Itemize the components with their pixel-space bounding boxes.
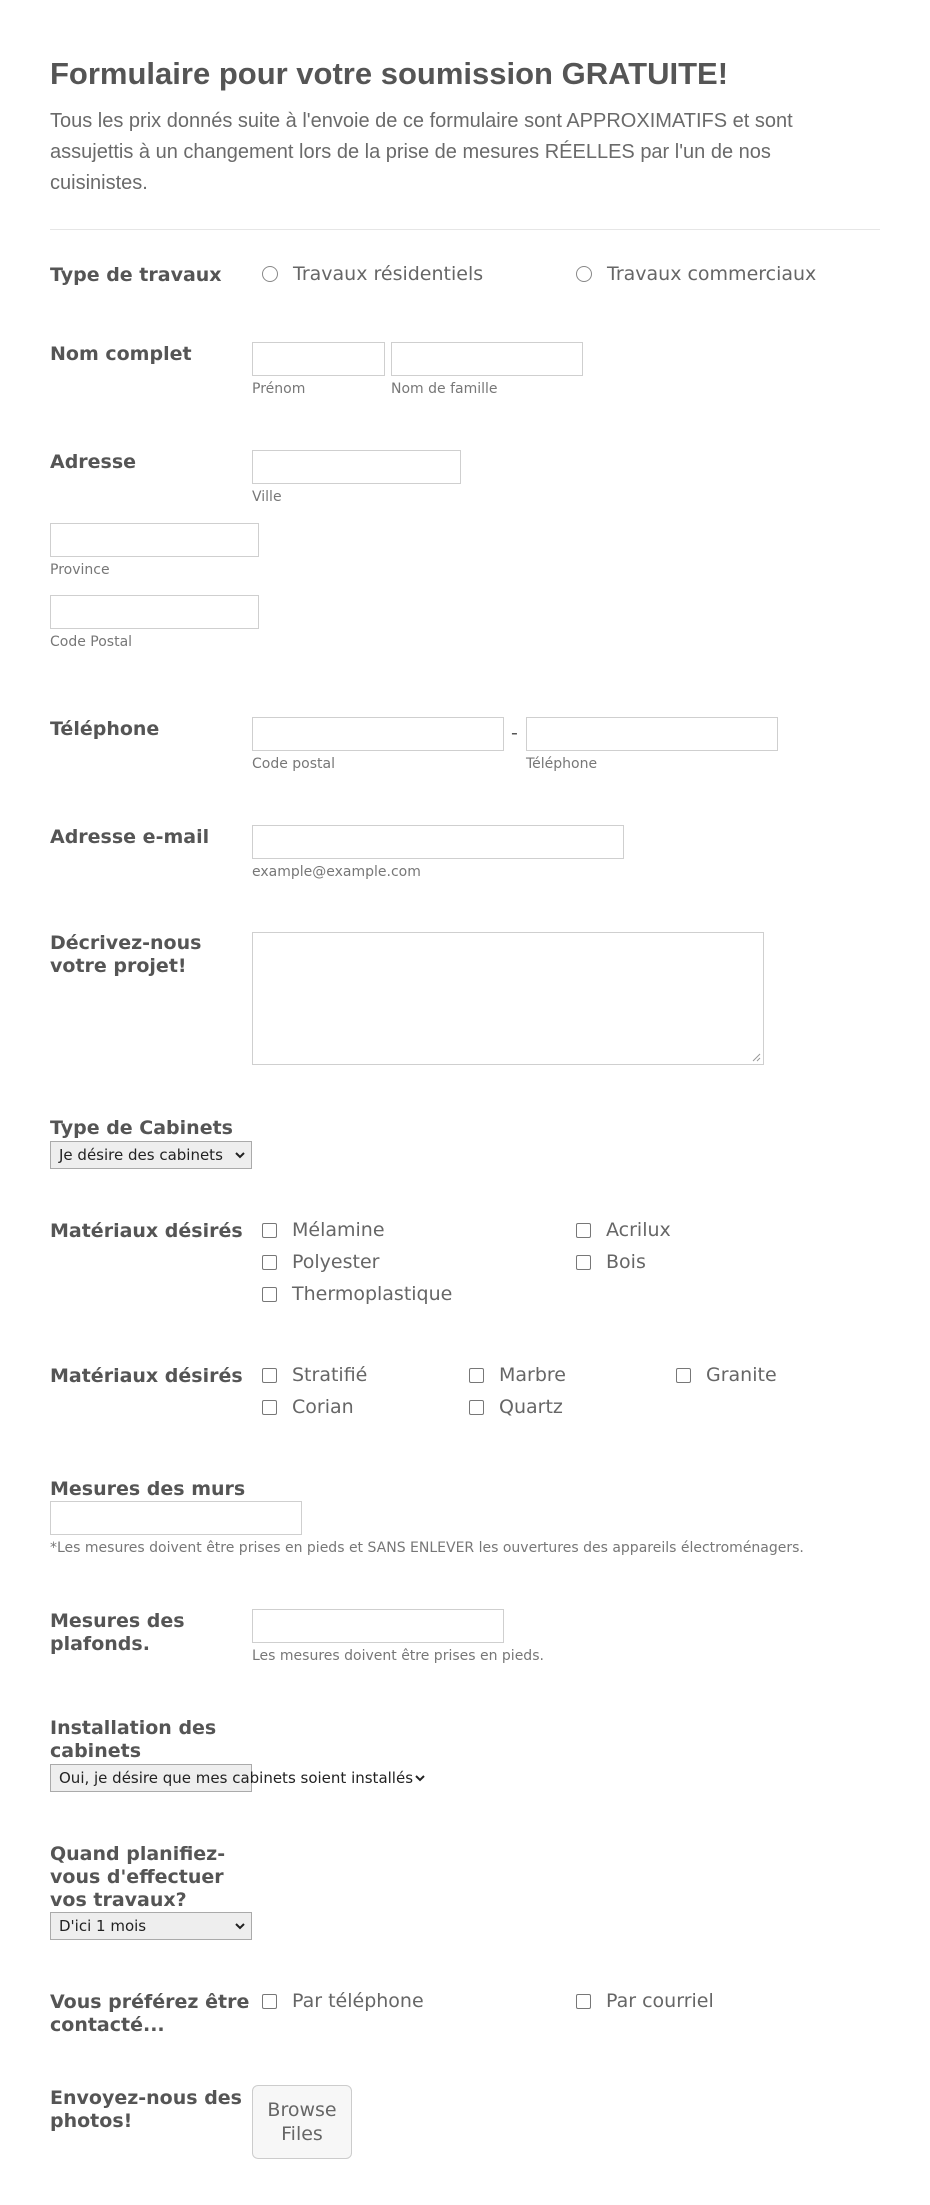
plafonds-label-line: plafonds. xyxy=(50,1633,150,1655)
quand-label-line: Quand planifiez- xyxy=(50,1843,226,1865)
phone-area-sublabel: Code postal xyxy=(252,756,335,772)
checkbox-label: Quartz xyxy=(499,1396,563,1418)
plafonds-label-line: Mesures des xyxy=(50,1610,185,1632)
email-label: Adresse e-mail xyxy=(50,826,210,848)
projet-label-line: Décrivez-nous xyxy=(50,932,202,954)
project-textarea[interactable] xyxy=(252,932,764,1065)
ceiling-measure-note: Les mesures doivent être prises en pieds. xyxy=(252,1648,544,1664)
checkbox-icon[interactable] xyxy=(576,1223,591,1238)
checkbox-icon[interactable] xyxy=(262,1255,277,1270)
checkbox-label: Mélamine xyxy=(292,1219,385,1241)
city-sublabel: Ville xyxy=(252,489,282,505)
checkbox-label: Bois xyxy=(606,1251,646,1273)
browse-button-line: Files xyxy=(281,2123,323,2145)
ceiling-measure-input[interactable] xyxy=(252,1609,504,1643)
radio-travaux-residentiels[interactable] xyxy=(262,263,483,285)
materiaux-label: Matériaux désirés xyxy=(50,1365,243,1387)
telephone-label: Téléphone xyxy=(50,718,160,740)
checkbox-par-telephone[interactable] xyxy=(262,1990,424,2012)
chevron-down-icon xyxy=(233,1148,247,1162)
checkbox-par-courriel[interactable] xyxy=(576,1990,714,2012)
checkbox-melamine[interactable] xyxy=(262,1219,385,1241)
radio-circle-icon[interactable] xyxy=(576,266,592,282)
quand-label-line: vous d'effectuer xyxy=(50,1866,224,1888)
first-name-sublabel: Prénom xyxy=(252,381,306,397)
checkbox-quartz[interactable] xyxy=(469,1396,563,1418)
first-name-input[interactable] xyxy=(252,342,385,376)
radio-circle-icon[interactable] xyxy=(262,266,278,282)
quand-label xyxy=(50,1843,225,1912)
postal-code-sublabel: Code Postal xyxy=(50,634,133,650)
checkbox-label: Corian xyxy=(292,1396,354,1418)
select-value: Je désire des cabinets xyxy=(59,1146,223,1164)
checkbox-label: Stratifié xyxy=(292,1364,368,1386)
checkbox-icon[interactable] xyxy=(262,1287,277,1302)
checkbox-icon[interactable] xyxy=(262,1223,277,1238)
province-sublabel: Province xyxy=(50,562,110,578)
chevron-down-icon xyxy=(413,1771,427,1785)
installation-label-line: Installation des xyxy=(50,1717,217,1739)
contact-label-line: contacté... xyxy=(50,2014,165,2036)
photos-label-line: photos! xyxy=(50,2110,133,2132)
province-input[interactable] xyxy=(50,523,259,557)
timeline-select[interactable] xyxy=(50,1912,252,1940)
form-title: Formulaire pour votre soumission GRATUITE! xyxy=(50,56,729,91)
form-description: Tous les prix donnés suite à l'envoie de ce formulaire sont APPROXIMATIFS et sont assujettis à un changement lors de la prise de mesures RÉELLES par l'un de nos cuisinistes. xyxy=(50,110,793,194)
chevron-down-icon xyxy=(233,1919,247,1933)
checkbox-thermoplastique[interactable] xyxy=(262,1283,452,1305)
postal-code-input[interactable] xyxy=(50,595,259,629)
contact-label xyxy=(50,1991,249,2037)
contact-label-line: Vous préférez être xyxy=(50,1991,250,2013)
checkbox-icon[interactable] xyxy=(676,1368,691,1383)
browse-files-button[interactable] xyxy=(252,2085,352,2159)
checkbox-acrilux[interactable] xyxy=(576,1219,671,1241)
phone-number-input[interactable] xyxy=(526,717,778,751)
checkbox-icon[interactable] xyxy=(469,1400,484,1415)
murs-label: Mesures des murs xyxy=(50,1478,246,1500)
wall-measure-note: *Les mesures doivent être prises en pieds et SANS ENLEVER les ouvertures des appareils électroménagers. xyxy=(50,1540,804,1556)
cabinets-label: Type de Cabinets xyxy=(50,1117,233,1139)
checkbox-marbre[interactable] xyxy=(469,1364,566,1386)
radio-label: Travaux résidentiels xyxy=(293,263,484,285)
resize-grip-icon[interactable] xyxy=(751,1052,761,1062)
plafonds-label xyxy=(50,1610,185,1656)
installation-label-line: cabinets xyxy=(50,1740,142,1762)
checkbox-icon[interactable] xyxy=(262,1994,277,2009)
checkbox-stratifie[interactable] xyxy=(262,1364,367,1386)
last-name-input[interactable] xyxy=(391,342,583,376)
checkbox-icon[interactable] xyxy=(262,1368,277,1383)
adresse-label: Adresse xyxy=(50,451,137,473)
radio-label: Travaux commerciaux xyxy=(607,263,817,285)
checkbox-icon[interactable] xyxy=(576,1994,591,2009)
checkbox-bois[interactable] xyxy=(576,1251,646,1273)
photos-label xyxy=(50,2087,242,2133)
phone-dash: - xyxy=(511,722,518,744)
checkbox-label: Par téléphone xyxy=(292,1990,424,2012)
projet-label-line: votre projet! xyxy=(50,955,187,977)
photos-label-line: Envoyez-nous des xyxy=(50,2087,242,2109)
projet-label xyxy=(50,932,201,978)
last-name-sublabel: Nom de famille xyxy=(391,381,498,397)
quand-label-line: vos travaux? xyxy=(50,1889,187,1911)
checkbox-label: Granite xyxy=(706,1364,777,1386)
materiaux-label: Matériaux désirés xyxy=(50,1220,243,1242)
header-divider xyxy=(50,229,880,230)
installation-select[interactable] xyxy=(50,1764,414,1792)
select-value: Oui, je désire que mes cabinets soient installés xyxy=(59,1769,414,1787)
wall-measure-input[interactable] xyxy=(50,1501,302,1535)
checkbox-granite[interactable] xyxy=(676,1364,777,1386)
cabinets-select[interactable] xyxy=(50,1141,252,1169)
browse-button-line: Browse xyxy=(267,2099,337,2121)
checkbox-corian[interactable] xyxy=(262,1396,354,1418)
nom-complet-label: Nom complet xyxy=(50,343,192,365)
checkbox-label: Polyester xyxy=(292,1251,380,1273)
checkbox-label: Marbre xyxy=(499,1364,566,1386)
select-value: D'ici 1 mois xyxy=(59,1917,147,1935)
checkbox-polyester[interactable] xyxy=(262,1251,379,1273)
phone-number-sublabel: Téléphone xyxy=(526,756,598,772)
radio-travaux-commerciaux[interactable] xyxy=(576,263,816,285)
checkbox-label: Acrilux xyxy=(606,1219,671,1241)
checkbox-label: Par courriel xyxy=(606,1990,714,2012)
checkbox-icon[interactable] xyxy=(469,1368,484,1383)
checkbox-icon[interactable] xyxy=(262,1400,277,1415)
checkbox-label: Thermoplastique xyxy=(292,1283,453,1305)
email-sublabel: example@example.com xyxy=(252,864,421,880)
type-travaux-label: Type de travaux xyxy=(50,264,222,286)
installation-label xyxy=(50,1717,216,1763)
checkbox-icon[interactable] xyxy=(576,1255,591,1270)
city-input[interactable] xyxy=(252,450,461,484)
email-input[interactable] xyxy=(252,825,624,859)
phone-area-input[interactable] xyxy=(252,717,504,751)
